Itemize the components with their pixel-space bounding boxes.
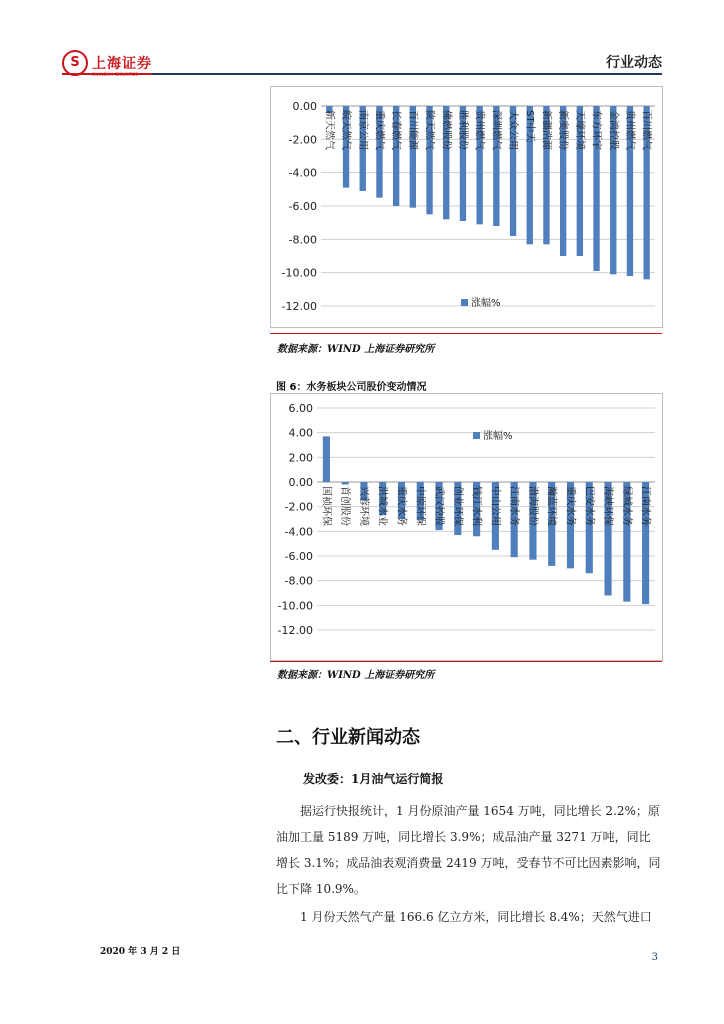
category-label: 南京公用 (356, 110, 368, 150)
legend-swatch (473, 432, 480, 439)
category-label: 中山公用 (489, 486, 501, 526)
category-label: 贵州燃气 (473, 110, 485, 150)
category-label: 武汉控股 (433, 486, 445, 526)
category-label: 钱江水利 (470, 486, 482, 526)
category-label: 江南水务 (508, 486, 520, 526)
category-label: 国祯环保 (320, 486, 332, 526)
chart-gas-sector (270, 86, 663, 328)
logo-mark: S (62, 50, 88, 76)
y-tick-label: 0.00 (292, 100, 317, 113)
category-label: 佛燃股份 (440, 110, 452, 150)
category-label: 渤海股份 (526, 486, 538, 526)
header-rule (152, 73, 662, 75)
category-label: 瀚蓝环境 (545, 486, 557, 526)
y-tick-label: -10.00 (277, 599, 313, 613)
y-tick-label: -2.00 (284, 500, 313, 514)
category-label: 创业环保 (451, 486, 463, 526)
y-tick-label: 4.00 (288, 426, 313, 440)
category-label: 洪城水业 (376, 486, 388, 526)
footer-date: 2020 年 3 月 2 日 (100, 947, 181, 957)
y-tick-label: -4.00 (284, 525, 313, 539)
y-tick-label: -12.00 (281, 300, 317, 313)
category-label: 陕天然气 (423, 110, 435, 150)
y-tick-label: 0.00 (288, 476, 313, 489)
page-number: 3 (651, 952, 658, 963)
category-label: 新疆浩源 (540, 110, 552, 150)
y-tick-label: -6.00 (284, 550, 313, 563)
bar (323, 436, 330, 482)
y-tick-label: 6.00 (288, 402, 313, 415)
category-label: 重庆燃气 (373, 110, 385, 150)
category-label: 兴蓉环境 (357, 486, 369, 526)
news-title: 发改委：1月油气运行简报 (303, 772, 444, 786)
category-label: 深圳燃气 (490, 110, 502, 150)
category-label: 大众公用 (507, 110, 519, 150)
y-tick-label: -12.00 (277, 624, 313, 637)
category-label: 重庆水务 (395, 486, 407, 526)
category-label: 中原环保 (414, 486, 426, 526)
legend (473, 429, 513, 442)
legend (461, 296, 501, 309)
header-rule-red (62, 73, 152, 75)
category-label: 重庆水务 (564, 486, 576, 526)
category-label: ST中天 (523, 110, 535, 143)
logo-text: 上海证券 (92, 56, 152, 72)
y-tick-label: -8.00 (288, 233, 317, 247)
bar (342, 482, 349, 484)
header-title: 行业动态 (606, 55, 662, 71)
source-rule (270, 333, 662, 334)
chart1-source: 数据来源：WIND 上海证券研究所 (277, 344, 435, 355)
figure-6-title: 图 6：水务板块公司股价变动情况 (276, 382, 427, 393)
chart-water-svg (271, 394, 662, 660)
news-paragraph-1: 据运行快报统计，1 月份原油产量 1654 万吨，同比增长 2.2%；原油加工量 5189 万吨，同比增长 3.9%；成品油产量 3271 万吨，同比增长 3.1%；成品油表观消费量 2419 万吨，受春节不可比因素影响，同比下降 10.9%。 (276, 804, 661, 896)
category-label: 皖天然气 (340, 110, 352, 150)
y-tick-label: -6.00 (288, 200, 317, 213)
category-label: 新奥股份 (557, 110, 569, 150)
legend-swatch (461, 299, 468, 306)
y-tick-label: -8.00 (284, 574, 313, 588)
news-paragraph-2: 1 月份天然气产量 166.6 亿立方米，同比增长 8.4%；天然气进口 (300, 910, 652, 924)
category-label: 首创股份 (339, 486, 351, 526)
category-label: 胜利股份 (456, 110, 468, 150)
category-label: 江南水务 (639, 486, 651, 526)
category-label: 百川能源 (406, 110, 418, 150)
y-tick-label: -10.00 (281, 266, 317, 280)
chart-gas-svg (271, 87, 662, 327)
category-label: 东方环宇 (590, 110, 602, 150)
category-label: 新天然气 (323, 110, 335, 150)
y-tick-label: -2.00 (288, 133, 317, 147)
chart2-source: 数据来源：WIND 上海证券研究所 (277, 670, 435, 681)
legend-label: 涨幅% (471, 298, 501, 309)
category-label: 巴安水务 (583, 486, 595, 526)
category-label: 金鸿控股 (607, 110, 619, 150)
section-title: 二、行业新闻动态 (276, 727, 420, 748)
source-rule (270, 661, 662, 662)
chart-water-sector (270, 393, 663, 661)
category-label: 贵州燃气 (623, 110, 635, 150)
category-label: 百川燃气 (640, 110, 652, 150)
y-tick-label: 2.00 (288, 451, 313, 465)
y-tick-label: -4.00 (288, 166, 317, 180)
category-label: 海峡环保 (602, 486, 614, 526)
category-label: 绿城水务 (620, 486, 632, 526)
category-label: 长春燃气 (390, 110, 402, 150)
category-label: 天壕环境 (573, 110, 585, 150)
legend-label: 涨幅% (483, 431, 513, 442)
